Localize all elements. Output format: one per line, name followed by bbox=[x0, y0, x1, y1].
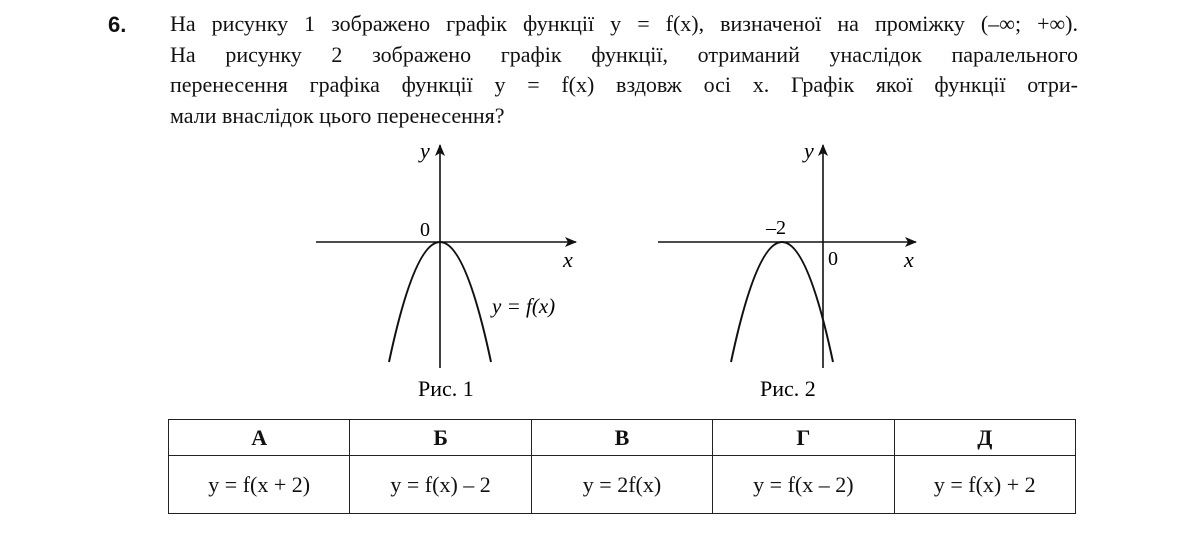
fig2-origin-label: 0 bbox=[828, 248, 838, 270]
question-number: 6. bbox=[108, 12, 127, 37]
fig2-parabola bbox=[731, 242, 833, 362]
fig2-vertex-label: –2 bbox=[766, 217, 786, 239]
answer-option-b[interactable]: y = f(x) – 2 bbox=[350, 456, 531, 514]
fig1-y-label: y bbox=[420, 138, 430, 163]
answer-header-row bbox=[169, 420, 1076, 456]
answer-header-d: Д bbox=[894, 420, 1075, 456]
answer-options-row bbox=[169, 456, 1076, 514]
answer-option-d[interactable]: y = f(x) + 2 bbox=[894, 456, 1075, 514]
question-line-4: мали внаслідок цього перенесення? bbox=[170, 102, 505, 128]
answer-table bbox=[168, 419, 1076, 514]
answer-header-b: Б bbox=[350, 420, 531, 456]
question-line-2: На рисунку 2 зображено графік функції, отриманий унаслідок паралельного bbox=[170, 41, 1078, 67]
answer-option-v[interactable]: y = 2f(x) bbox=[531, 456, 712, 514]
fig2-y-label: y bbox=[804, 138, 814, 163]
figure-1 bbox=[316, 138, 576, 401]
fig1-origin-label: 0 bbox=[420, 219, 430, 241]
figure-2 bbox=[658, 138, 916, 401]
answer-option-a[interactable]: y = f(x + 2) bbox=[169, 456, 350, 514]
answer-header-g: Г bbox=[713, 420, 894, 456]
answer-option-g[interactable]: y = f(x – 2) bbox=[713, 456, 894, 514]
fig2-caption: Рис. 2 bbox=[760, 376, 816, 401]
question-line-1: На рисунку 1 зображено графік функції y = f(x), визначеної на проміжку (–∞; +∞). bbox=[170, 11, 1078, 36]
answer-header-a: А bbox=[169, 420, 350, 456]
fig1-caption: Рис. 1 bbox=[418, 376, 474, 401]
fig1-curve-label: y = f(x) bbox=[492, 294, 556, 318]
question-line-3: перенесення графіка функції y = f(x) вздовж осі x. Графік якої функції отри- bbox=[170, 72, 1078, 97]
fig1-x-label: x bbox=[563, 247, 573, 272]
answer-header-v: В bbox=[531, 420, 712, 456]
fig2-x-label: x bbox=[904, 247, 914, 272]
